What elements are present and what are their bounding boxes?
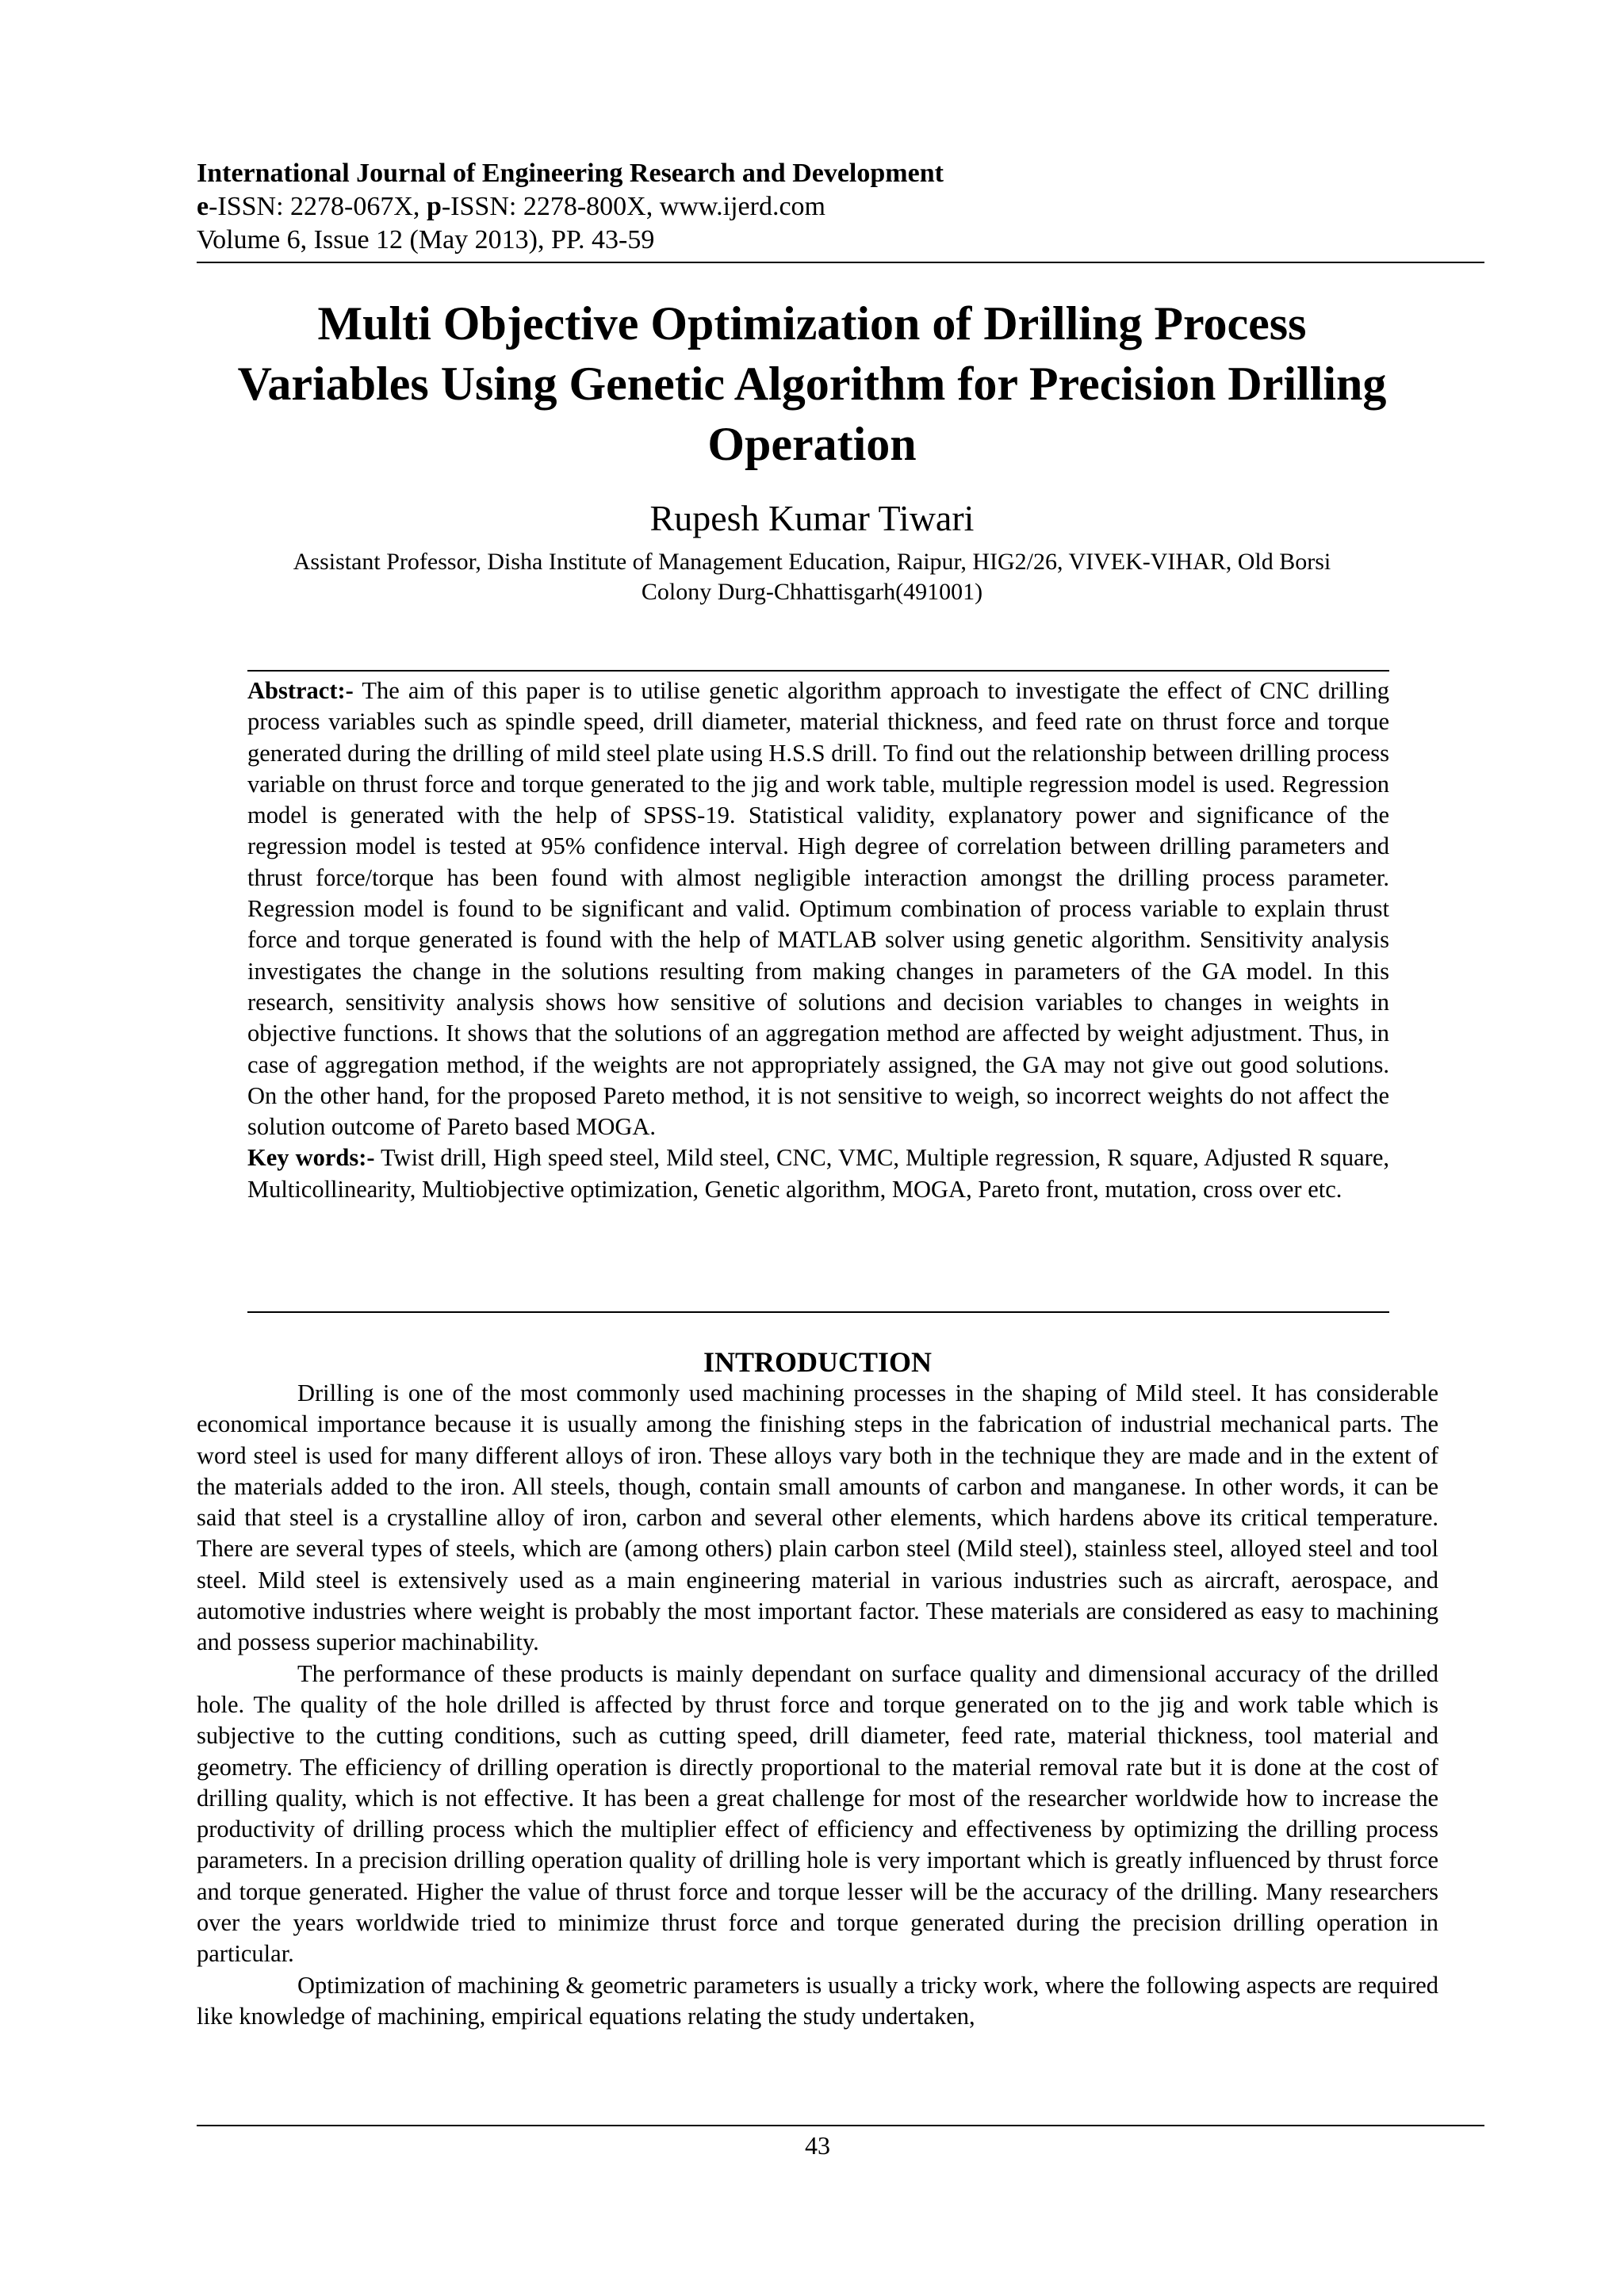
title-line: Operation (707, 418, 917, 470)
eissn-label: e (197, 192, 209, 221)
abstract-label: Abstract:- (247, 677, 354, 704)
body-paragraph: Optimization of machining & geometric parameters is usually a tricky work, where the following aspects are required like knowledge of machining, empirical equations relating the study undertaken, (197, 1971, 1438, 2030)
eissn-text: -ISSN: 2278-067X, (209, 192, 427, 221)
footer-divider (197, 2125, 1484, 2126)
title-line: Variables Using Genetic Algorithm for Precision Drilling (237, 358, 1387, 410)
paper-title (159, 293, 1465, 474)
abstract-text: The aim of this paper is to utilise genetic algorithm approach to investigate the effect of CNC drilling process variables such as spindle speed, drill diameter, material thickness, and feed rate on thrust force and torque generated during the drilling of mild steel plate using H.S.S drill. To find out the relationship between drilling process variable on thrust force and torque generated to the jig and work table, multiple regression model is used. Regression model is generated with the help of SPSS-19. Statistical validity, explanatory power and significance of the regression model is tested at 95% confidence interval. High degree of correlation between drilling parameters and thrust force/torque has been found with almost negligible interaction amongst the drilling process parameter. Regression model is found to be significant and valid. Optimum combination of process variable to explain thrust force and torque generated is found with the help of MATLAB solver using genetic algorithm. Sensitivity analysis investigates the change in the solutions resulting from making changes in parameters of the GA model. In this research, sensitivity analysis shows how sensitive of solutions and decision variables to changes in weights in objective functions. It shows that the solutions of an aggregation method are affected by weight adjustment. Thus, in case of aggregation method, if the weights are not appropriately assigned, the GA may not give out good solutions. On the other hand, for the proposed Pareto method, it is not sensitive to weigh, so incorrect weights do not affect the solution outcome of Pareto based MOGA. (247, 677, 1389, 1141)
pissn-text: -ISSN: 2278-800X, www.ijerd.com (441, 192, 825, 221)
page-number: 43 (805, 2131, 830, 2160)
header-divider (197, 262, 1484, 263)
abstract-paragraph (247, 675, 1389, 1142)
pissn-label: p (426, 192, 442, 221)
affiliation-line: Colony Durg-Chhattisgarh(491001) (641, 579, 983, 605)
body-paragraph: The performance of these products is mainly dependant on surface quality and dimensional accuracy of the drilled hole. The quality of the hole drilled is affected by thrust force and torque generated on to the jig and work table which is subjective to the cutting conditions, such as cutting speed, drill diameter, feed rate, material thickness, tool material and geometry. The efficiency of drilling operation is directly proportional to the material removal rate but it is done at the cost of drilling quality, which is not effective. It has been a great challenge for most of the researcher worldwide how to increase the productivity of drilling process which the multiplier effect of efficiency and effectiveness by optimizing the drilling process parameters. In a precision drilling operation quality of drilling hole is very important which is greatly influenced by thrust force and torque generated. Higher the value of thrust force and torque lesser will be the accuracy of the drilling. Many researchers over the years worldwide tried to minimize thrust force and torque generated during the precision drilling operation in particular. (197, 1659, 1438, 1968)
introduction-body (197, 1378, 1438, 2032)
journal-name: International Journal of Engineering Research and Development (197, 159, 944, 188)
author-affiliation (206, 547, 1418, 607)
introduction-heading: INTRODUCTION (703, 1346, 933, 1378)
keywords-text: Twist drill, High speed steel, Mild steel, CNC, VMC, Multiple regression, R square, Adjusted R square, Multicollinearity, Multiobjective optimization, Genetic algorithm, MOGA, Pareto front, mutation, cross over etc. (247, 1144, 1389, 1203)
abstract-top-rule (247, 670, 1389, 672)
abstract-bottom-rule (247, 1311, 1389, 1313)
keywords-paragraph (247, 1142, 1389, 1205)
abstract-block (247, 675, 1389, 1205)
issn-line (197, 190, 1484, 224)
keywords-label: Key words:- (247, 1144, 375, 1172)
journal-header (197, 157, 1484, 257)
affiliation-line: Assistant Professor, Disha Institute of Management Education, Raipur, HIG2/26, VIVEK-VIHAR, Old Borsi (293, 549, 1331, 575)
title-line: Multi Objective Optimization of Drilling Process (317, 297, 1307, 350)
body-paragraph: Drilling is one of the most commonly used machining processes in the shaping of Mild steel. It has considerable economical importance because it is usually among the finishing steps in the fabrication of industrial mechanical parts. The word steel is used for many different alloys of iron. These alloys vary both in the technique they are made and in the extent of the materials added to the iron. All steels, though, contain small amounts of carbon and manganese. In other words, it can be said that steel is a crystalline alloy of iron, carbon and several other elements, which hardens above its critical temperature. There are several types of steels, which are (among others) plain carbon steel (Mild steel), stainless steel, alloyed steel and tool steel. Mild steel is extensively used as a main engineering material in various industries such as aircraft, aerospace, and automotive industries where weight is probably the most important factor. These materials are considered as easy to machining and possess superior machinability. (197, 1380, 1438, 1656)
author-name: Rupesh Kumar Tiwari (649, 498, 975, 538)
volume-line: Volume 6, Issue 12 (May 2013), PP. 43-59 (197, 225, 655, 254)
